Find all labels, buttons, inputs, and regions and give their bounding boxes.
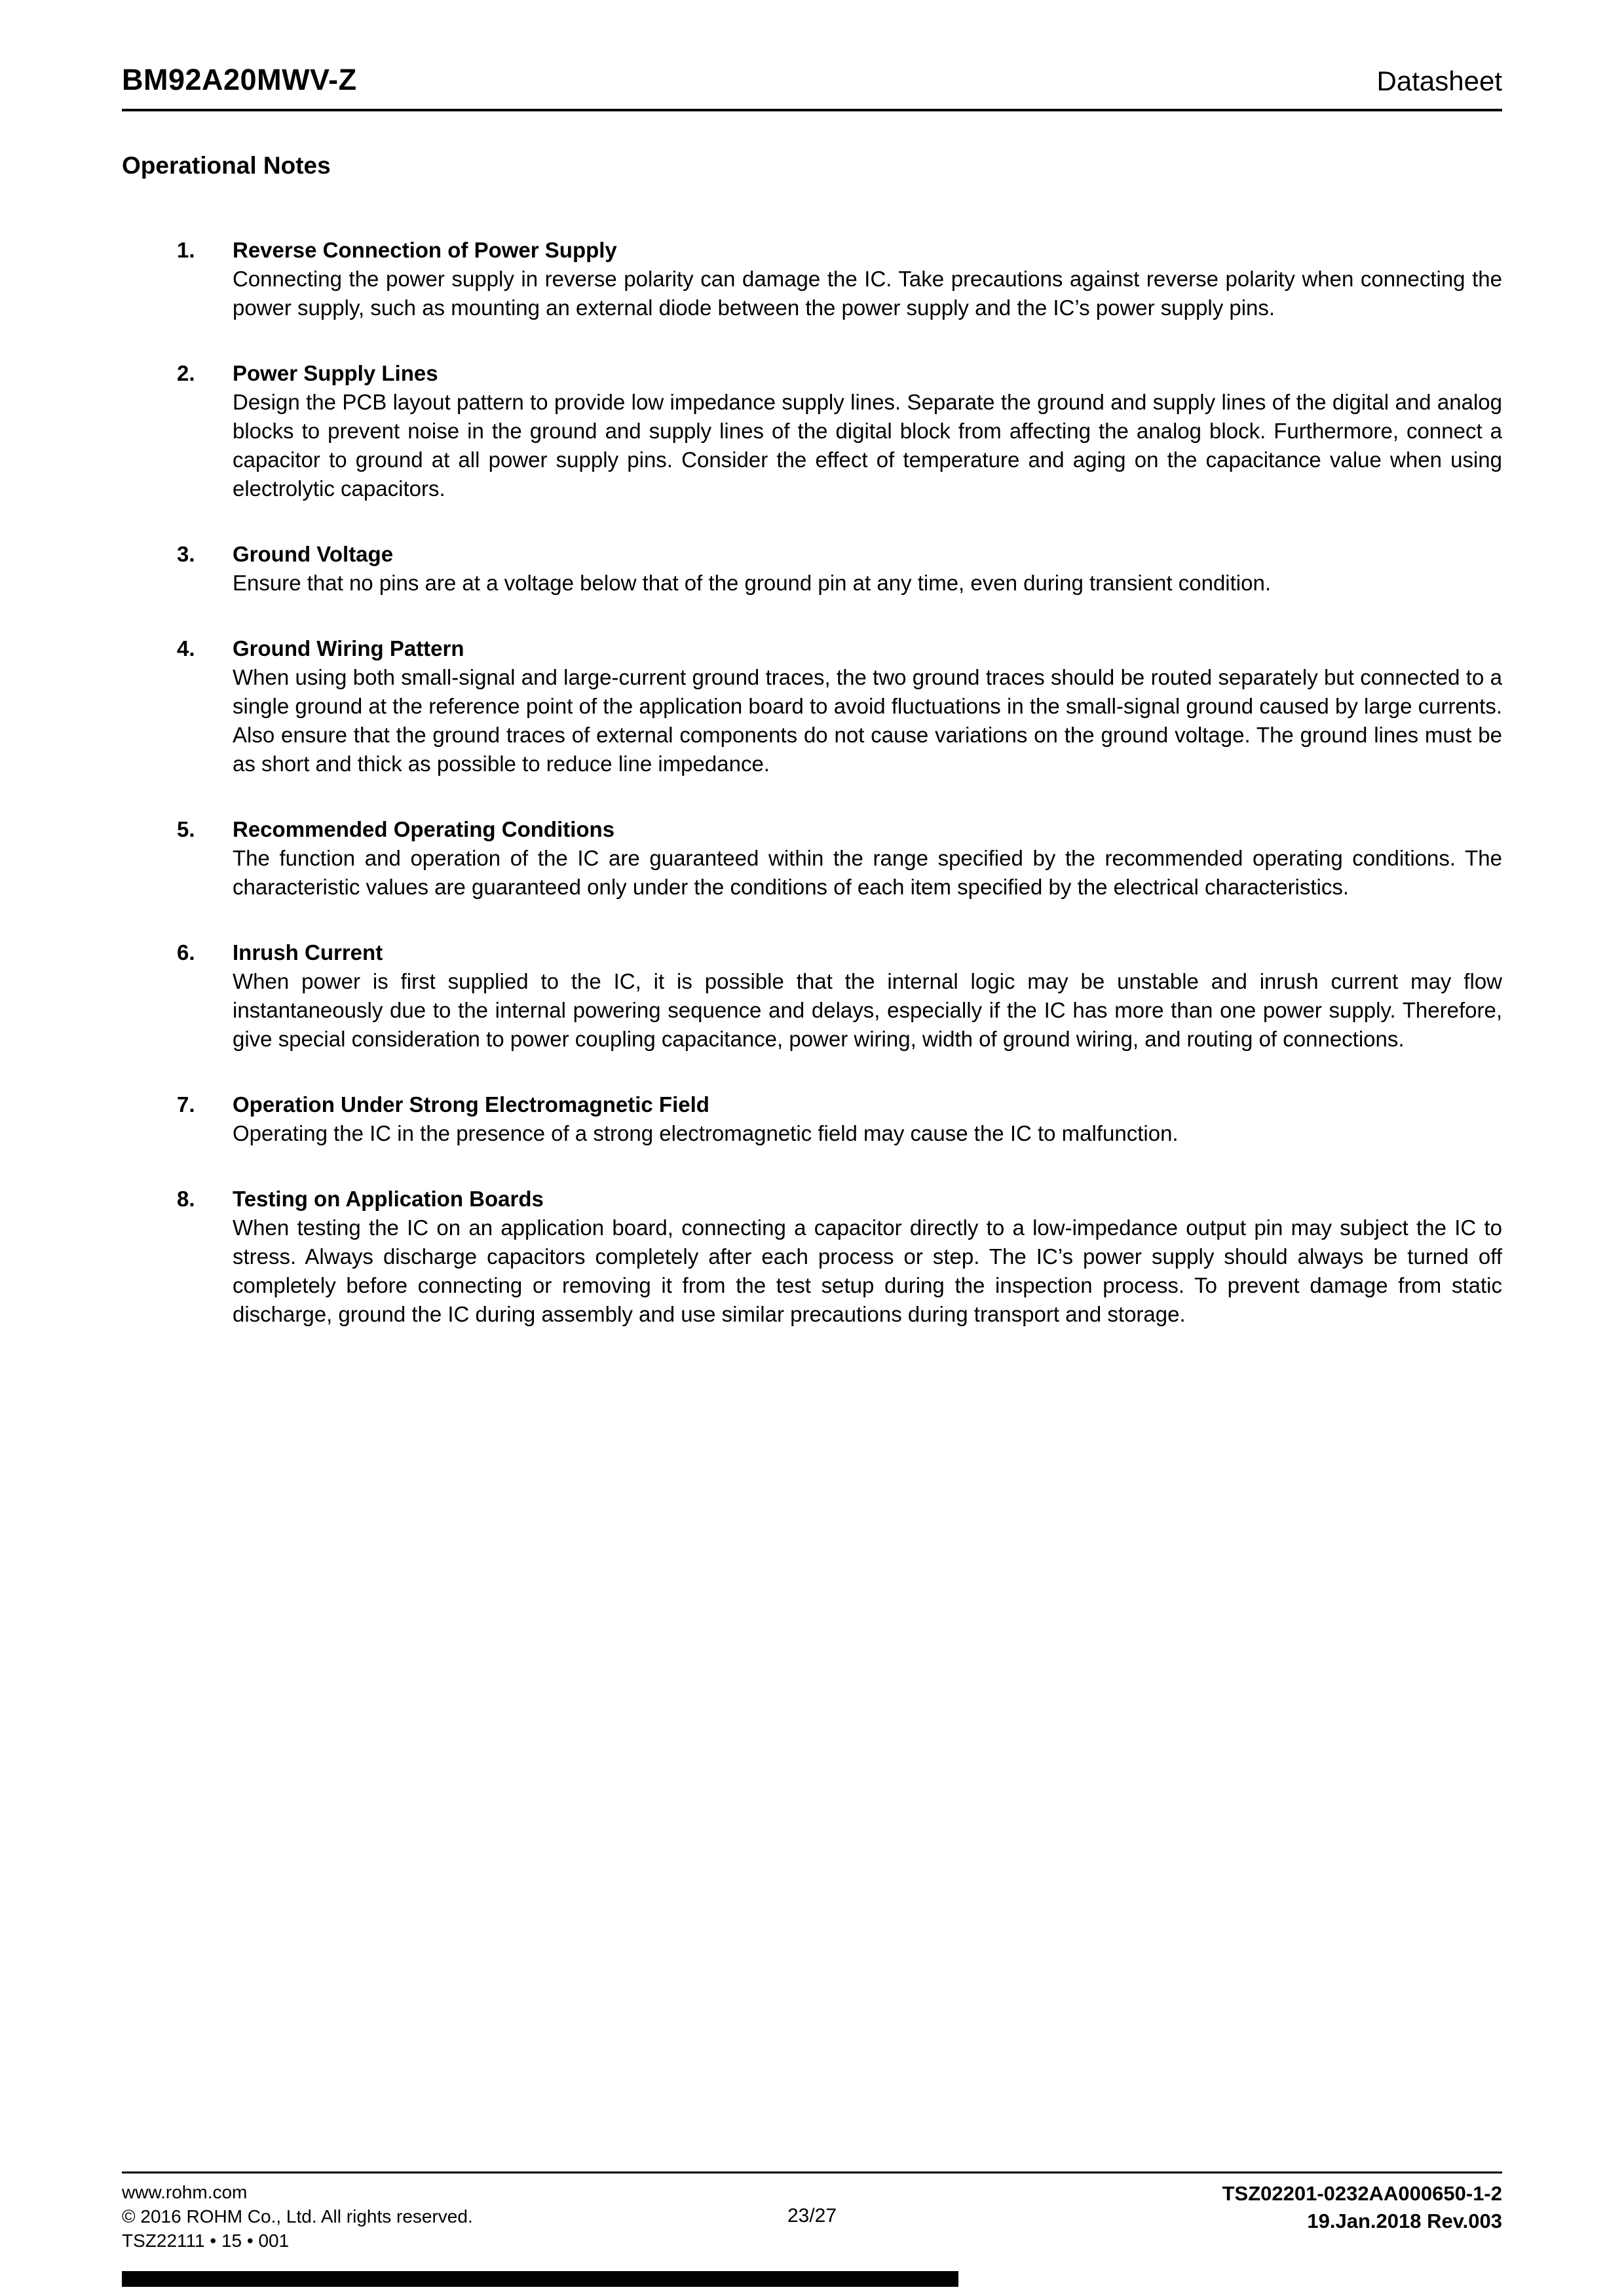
note-content (233, 1090, 1502, 1148)
note-content (233, 236, 1502, 322)
note-number: 6. (177, 940, 195, 965)
note-number: 4. (177, 636, 195, 660)
note-title: Ground Voltage (233, 542, 394, 566)
note-body: When using both small-signal and large-current ground traces, the two ground traces should be routed separately but connected to a single ground at the reference point of the application board to avoid fluctuations in the small-signal ground caused by large currents. Also ensure that the ground traces of external components do not cause variations on the ground voltage. The ground lines must be as short and thick as possible to reduce line impedance. (233, 665, 1502, 776)
note-item (122, 938, 1502, 1054)
note-content (233, 540, 1502, 598)
footer-copyright: © 2016 ROHM Co., Ltd. All rights reserved. (122, 2206, 473, 2227)
bottom-black-bar (122, 2271, 958, 2287)
note-item (122, 1090, 1502, 1148)
note-body: Ensure that no pins are at a voltage below that of the ground pin at any time, even during transient condition. (233, 571, 1272, 595)
note-body: When power is first supplied to the IC, it is possible that the internal logic may be unstable and inrush current may flow instantaneously due to the internal powering sequence and delays, especially if the IC has more than one power supply. Therefore, give special consideration to power coupling capacitance, power wiring, width of ground wiring, and routing of connections. (233, 969, 1502, 1051)
note-title: Ground Wiring Pattern (233, 636, 464, 660)
note-body: When testing the IC on an application board, connecting a capacitor directly to a low-impedance output pin may subject the IC to stress. Always discharge capacitors completely after each process or step. The IC’s power supply should always be turned off completely before connecting or removing it from the test setup during the inspection process. To prevent damage from static discharge, ground the IC during assembly and use similar precautions during transport and storage. (233, 1215, 1502, 1326)
page-content (122, 152, 1502, 1366)
footer-revision: 19.Jan.2018 Rev.003 (1307, 2210, 1502, 2232)
note-title: Operation Under Strong Electromagnetic Field (233, 1092, 709, 1117)
note-item (122, 815, 1502, 902)
notes-list (122, 236, 1502, 1329)
footer-website: www.rohm.com (122, 2182, 248, 2202)
note-item (122, 1185, 1502, 1329)
note-item (122, 540, 1502, 598)
note-number: 5. (177, 817, 195, 841)
note-title: Power Supply Lines (233, 361, 438, 385)
doc-type-label: Datasheet (1376, 66, 1502, 96)
footer-code: TSZ22111 • 15 • 001 (122, 2230, 290, 2251)
note-item (122, 359, 1502, 503)
page-footer (122, 2172, 1502, 2253)
note-title: Inrush Current (233, 940, 383, 965)
note-number: 7. (177, 1092, 195, 1117)
note-content (233, 815, 1502, 902)
page-header (122, 63, 1502, 111)
note-body: Design the PCB layout pattern to provide low impedance supply lines. Separate the ground and supply lines of the digital and analog blocks to prevent noise in the ground and supply lines of the digital block from affecting the analog block. Furthermore, connect a capacitor to ground at all power supply pins. Consider the effect of temperature and aging on the capacitance value when using electrolytic capacitors. (233, 390, 1502, 501)
page-title: Operational Notes (122, 152, 331, 179)
note-title: Testing on Application Boards (233, 1187, 544, 1211)
note-item (122, 236, 1502, 322)
note-content (233, 1185, 1502, 1329)
note-body: Connecting the power supply in reverse polarity can damage the IC. Take precautions against reverse polarity when connecting the power supply, such as mounting an external diode between the power supply and the IC’s power supply pins. (233, 267, 1502, 320)
note-content (233, 359, 1502, 503)
note-title: Recommended Operating Conditions (233, 817, 615, 841)
note-number: 1. (177, 238, 195, 262)
note-number: 2. (177, 361, 195, 385)
note-body: The function and operation of the IC are guaranteed within the range specified by the recommended operating conditions. The characteristic values are guaranteed only under the conditions of each item specified by the electrical characteristics. (233, 846, 1502, 899)
note-content (233, 634, 1502, 778)
note-item (122, 634, 1502, 778)
note-body: Operating the IC in the presence of a strong electromagnetic field may cause the IC to malfunction. (233, 1121, 1179, 1145)
note-title: Reverse Connection of Power Supply (233, 238, 617, 262)
page-number: 23/27 (787, 2205, 837, 2227)
note-content (233, 938, 1502, 1054)
footer-doc-number: TSZ02201-0232AA000650-1-2 (1222, 2182, 1502, 2205)
note-number: 3. (177, 542, 195, 566)
note-number: 8. (177, 1187, 195, 1211)
part-number: BM92A20MWV-Z (122, 63, 357, 96)
